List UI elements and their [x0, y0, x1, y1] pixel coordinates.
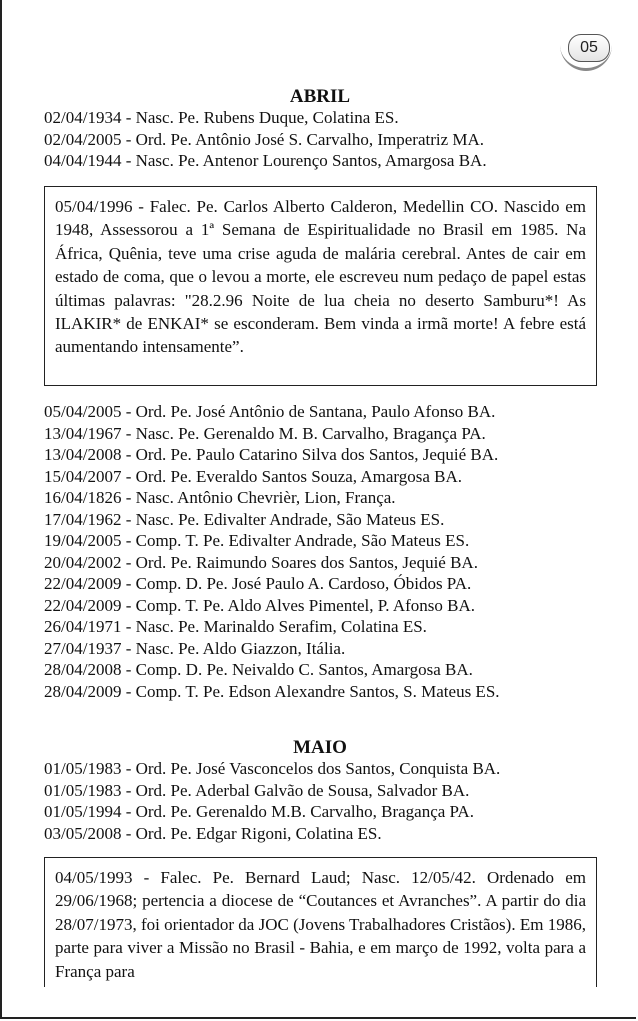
- april-entries-top: [44, 107, 487, 172]
- list-item: 22/04/2009 - Comp. D. Pe. José Paulo A. Cardoso, Óbidos PA.: [44, 574, 472, 593]
- list-item: 22/04/2009 - Comp. T. Pe. Aldo Alves Pimentel, P. Afonso BA.: [44, 595, 476, 615]
- list-item: 16/04/1826 - Nasc. Antônio Chevrièr, Lion, França.: [44, 488, 396, 507]
- list-item: 01/05/1983 - Ord. Pe. José Vasconcelos dos Santos, Conquista BA.: [44, 759, 501, 778]
- list-item: 03/05/2008 - Ord. Pe. Edgar Rigoni, Colatina ES.: [44, 823, 382, 843]
- note-text: 04/05/1993 - Falec. Pe. Bernard Laud; Nasc. 12/05/42. Ordenado em 29/06/1968; pertencia a diocese de “Coutances et Avranches”. A partir do dia 28/07/1973, foi orientador da JOC (Jovens Trabalhadores Cristãos). Em 1986, parte para viver a Missão no Brasil - Bahia, e em março de 1992, volta para a França para: [55, 868, 586, 981]
- list-item: 17/04/1962 - Nasc. Pe. Edivalter Andrade, São Mateus ES.: [44, 509, 445, 529]
- list-item: 01/05/1994 - Ord. Pe. Gerenaldo M.B. Carvalho, Bragança PA.: [44, 802, 474, 821]
- list-item: 02/04/2005 - Ord. Pe. Antônio José S. Carvalho, Imperatriz MA.: [44, 129, 485, 149]
- section-heading-april: ABRIL: [289, 86, 351, 107]
- list-item: 26/04/1971 - Nasc. Pe. Marinaldo Serafim, Colatina ES.: [44, 617, 427, 636]
- list-item: 04/04/1944 - Nasc. Pe. Antenor Lourenço Santos, Amargosa BA.: [44, 151, 487, 170]
- list-item: 20/04/2002 - Ord. Pe. Raimundo Soares dos Santos, Jequié BA.: [44, 552, 478, 572]
- list-item: 02/04/1934 - Nasc. Pe. Rubens Duque, Colatina ES.: [44, 108, 399, 127]
- page-number: 05: [568, 34, 610, 62]
- list-item: 19/04/2005 - Comp. T. Pe. Edivalter Andrade, São Mateus ES.: [44, 531, 470, 550]
- note-box-calderon: [44, 186, 597, 386]
- section-heading-may: MAIO: [293, 737, 347, 758]
- list-item: 15/04/2007 - Ord. Pe. Everaldo Santos Souza, Amargosa BA.: [44, 466, 463, 486]
- list-item: 13/04/2008 - Ord. Pe. Paulo Catarino Silva dos Santos, Jequié BA.: [44, 445, 499, 464]
- note-text: 05/04/1996 - Falec. Pe. Carlos Alberto Calderon, Medellin CO. Nascido em 1948, Assessorou a 1ª Semana de Espiritualidade no Brasil em 1985. Na África, Quênia, teve uma crise aguda de malária cerebral. Antes de cair em estado de coma, que o levou a morte, ele escreveu num pedaço de papel estas últimas palavras: "28.2.96 Noite de lua cheia no deserto Samburu*! As ILAKIR* de ENKAI* se esconderam. Bem vinda a irmã morte! A febre está aumentando intensamente”.: [55, 197, 586, 357]
- list-item: 01/05/1983 - Ord. Pe. Aderbal Galvão de Sousa, Salvador BA.: [44, 780, 470, 800]
- april-entries-bottom: [44, 401, 500, 702]
- may-entries: [44, 758, 500, 844]
- note-box-laud: [44, 857, 597, 987]
- list-item: 27/04/1937 - Nasc. Pe. Aldo Giazzon, Itália.: [44, 638, 346, 658]
- list-item: 13/04/1967 - Nasc. Pe. Gerenaldo M. B. Carvalho, Bragança PA.: [44, 423, 486, 443]
- list-item: 28/04/2008 - Comp. D. Pe. Neivaldo C. Santos, Amargosa BA.: [44, 660, 473, 679]
- list-item: 28/04/2009 - Comp. T. Pe. Edson Alexandre Santos, S. Mateus ES.: [44, 681, 500, 701]
- list-item: 05/04/2005 - Ord. Pe. José Antônio de Santana, Paulo Afonso BA.: [44, 402, 496, 421]
